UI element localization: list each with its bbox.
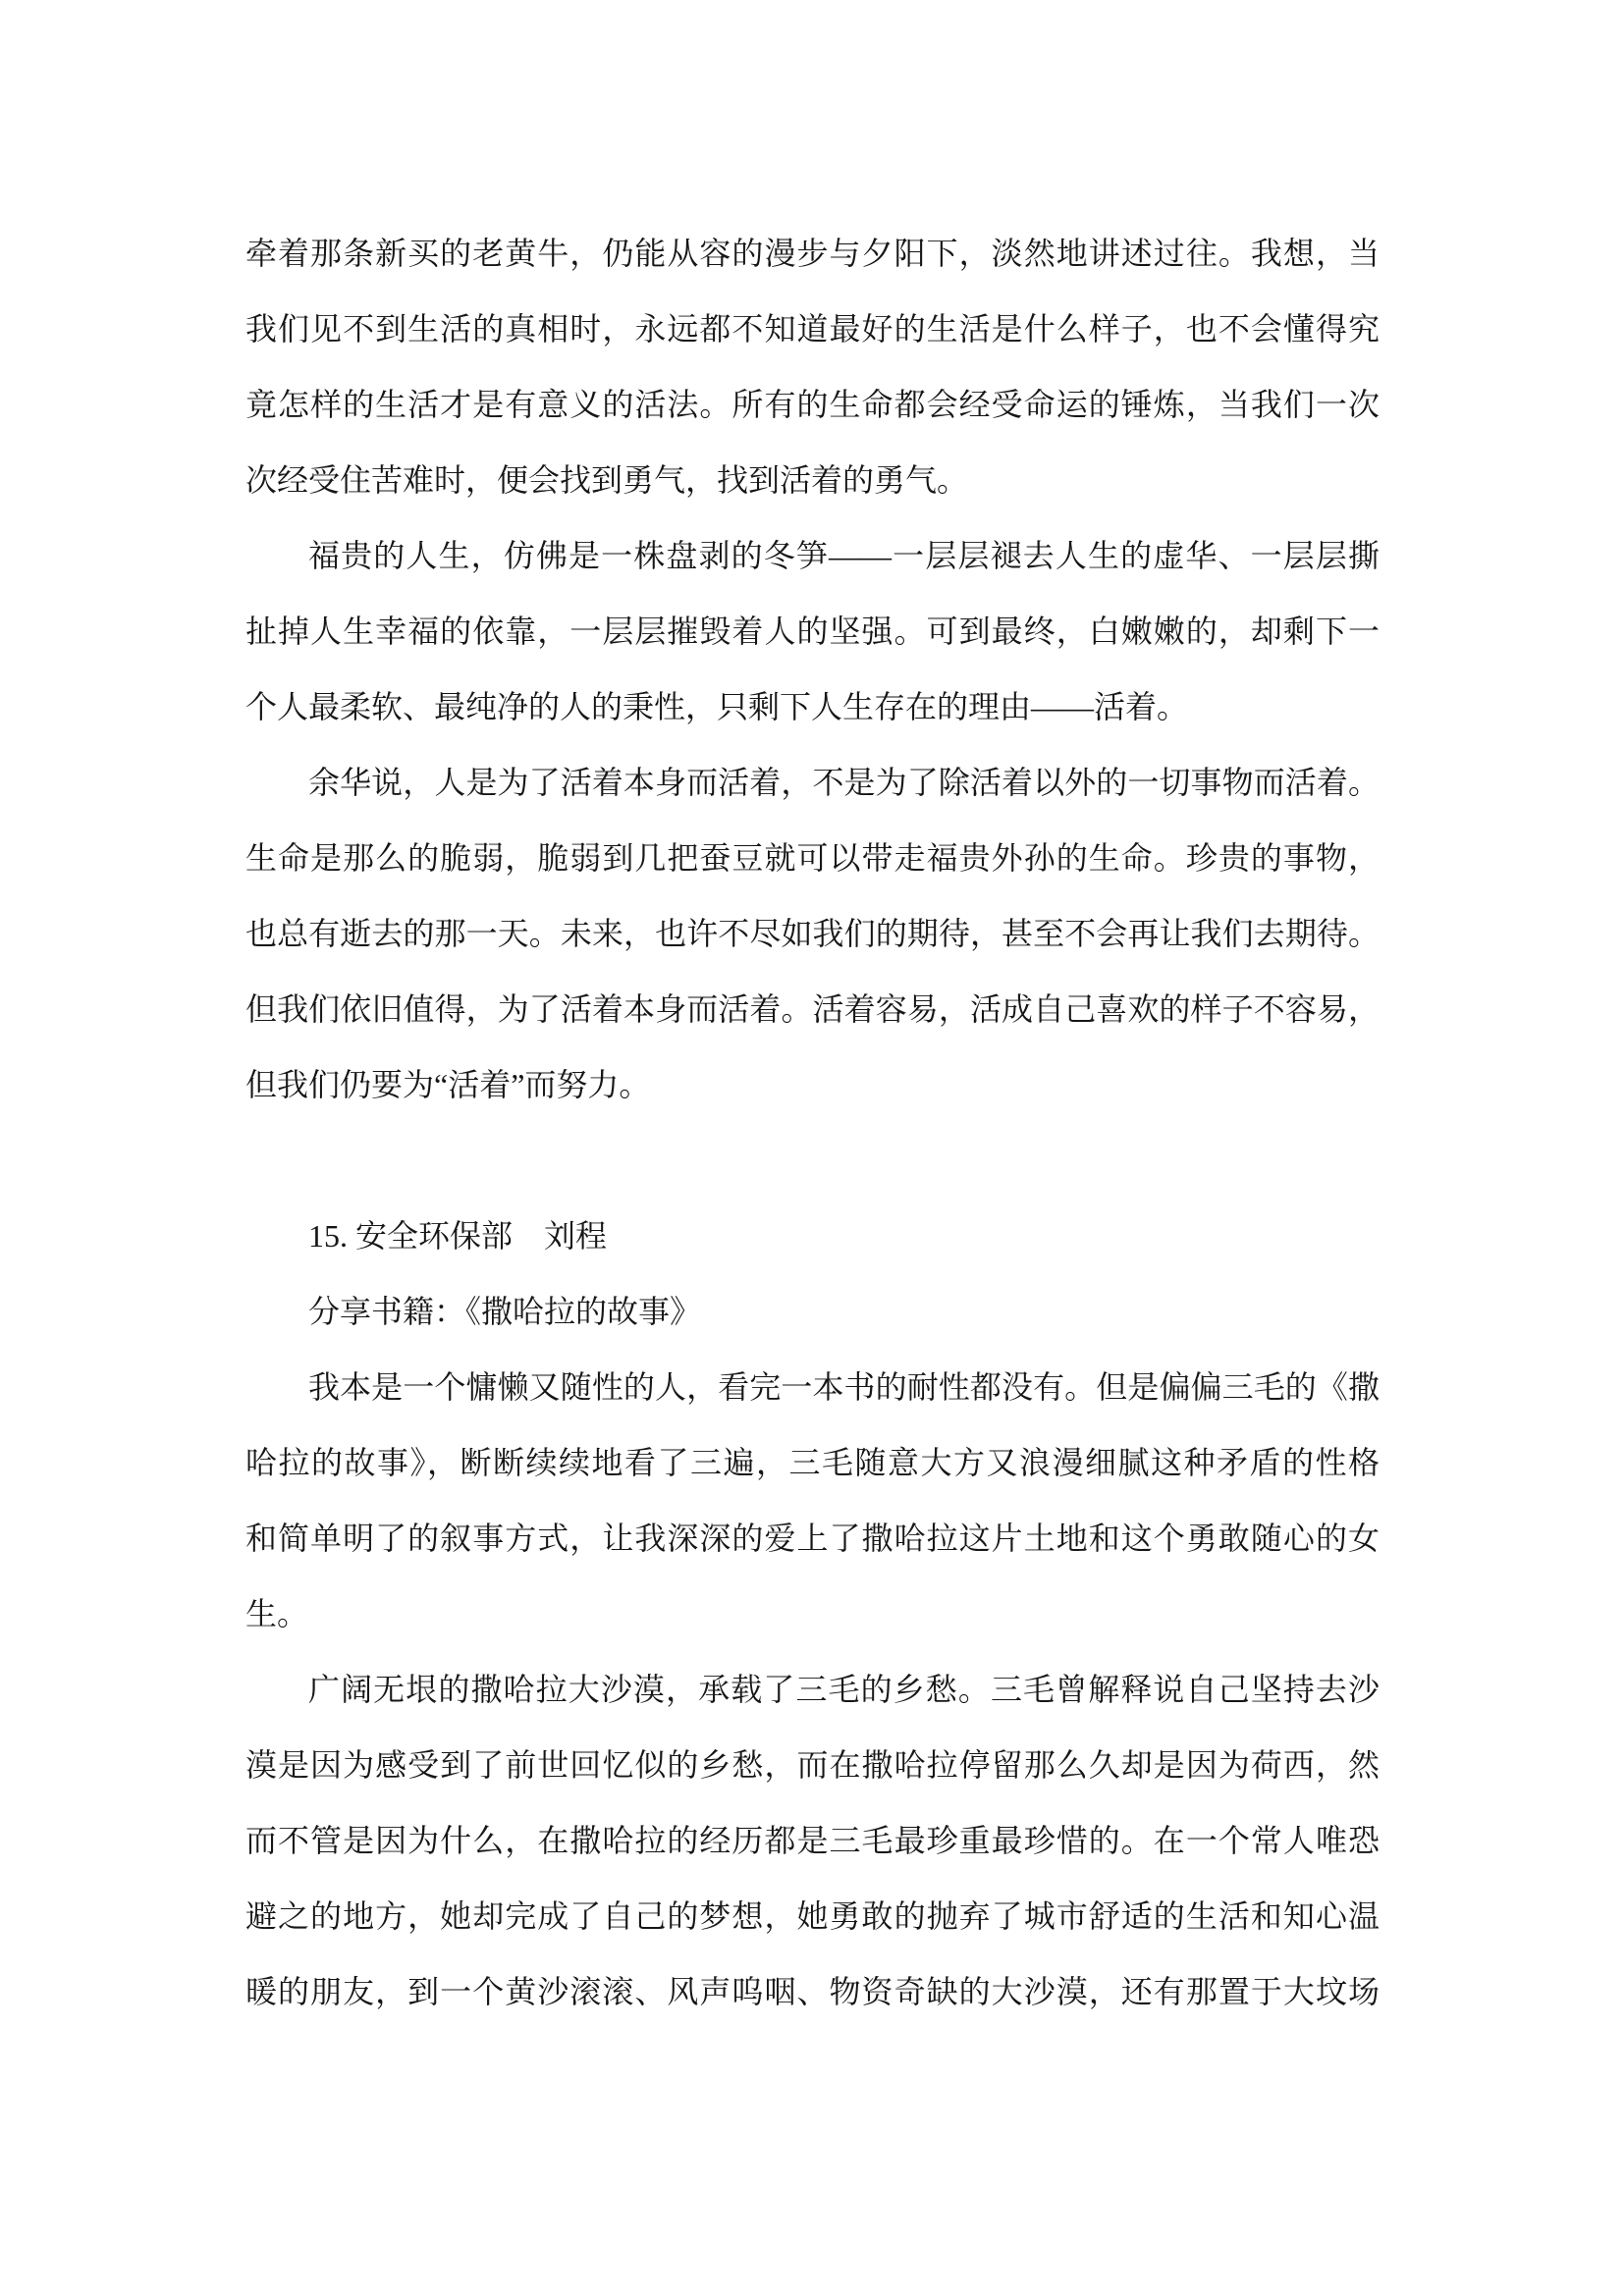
text-line: 我本是一个慵懒又随性的人，看完一本书的耐性都没有。但是偏偏三毛的《撒 bbox=[308, 1369, 1380, 1405]
text-line: 避之的地方，她却完成了自己的梦想，她勇敢的抛弃了城市舒适的生活和知心温 bbox=[245, 1898, 1380, 1934]
text-line: 漠是因为感受到了前世回忆似的乡愁，而在撒哈拉停留那么久却是因为荷西，然 bbox=[245, 1747, 1380, 1783]
text-line: 也总有逝去的那一天。未来，也许不尽如我们的期待，甚至不会再让我们去期待。 bbox=[245, 916, 1380, 951]
text-line: 扯掉人生幸福的依靠，一层层摧毁着人的坚强。可到最终，白嫩嫩的，却剩下一 bbox=[245, 614, 1380, 649]
text-line: 余华说，人是为了活着本身而活着，不是为了除活着以外的一切事物而活着。 bbox=[308, 765, 1380, 800]
blank-line bbox=[245, 1123, 1380, 1199]
text-line: 广阔无垠的撒哈拉大沙漠，承载了三毛的乡愁。三毛曾解释说自己坚持去沙 bbox=[308, 1672, 1380, 1707]
text-line: 生。 bbox=[245, 1596, 309, 1631]
text-line: 次经受住苦难时，便会找到勇气，找到活着的勇气。 bbox=[245, 462, 969, 498]
text-line: 哈拉的故事》，断断续续地看了三遍，三毛随意大方又浪漫细腻这种矛盾的性格 bbox=[245, 1445, 1380, 1480]
text-line: 暖的朋友，到一个黄沙滚滚、风声呜咽、物资奇缺的大沙漠，还有那置于大坟场 bbox=[245, 1974, 1380, 2009]
document-text-block bbox=[245, 216, 1380, 2030]
text-line: 我们见不到生活的真相时，永远都不知道最好的生活是什么样子，也不会懂得究 bbox=[245, 311, 1380, 347]
text-line: 和简单明了的叙事方式，让我深深的爱上了撒哈拉这片土地和这个勇敢随心的女 bbox=[245, 1521, 1380, 1556]
text-line: 15. 安全环保部 刘程 bbox=[308, 1218, 608, 1254]
text-line: 牵着那条新买的老黄牛，仍能从容的漫步与夕阳下，淡然地讲述过往。我想，当 bbox=[245, 236, 1380, 271]
text-line: 而不管是因为什么，在撒哈拉的经历都是三毛最珍重最珍惜的。在一个常人唯恐 bbox=[245, 1823, 1380, 1858]
text-line: 分享书籍：《撒哈拉的故事》 bbox=[308, 1294, 702, 1329]
text-line: 福贵的人生，仿佛是一株盘剥的冬笋——一层层褪去人生的虚华、一层层撕 bbox=[308, 538, 1380, 573]
text-line: 但我们依旧值得，为了活着本身而活着。活着容易，活成自己喜欢的样子不容易， bbox=[245, 991, 1380, 1027]
text-line: 个人最柔软、最纯净的人的秉性，只剩下人生存在的理由——活着。 bbox=[245, 689, 1189, 724]
text-line: 生命是那么的脆弱，脆弱到几把蚕豆就可以带走福贵外孙的生命。珍贵的事物， bbox=[245, 840, 1380, 876]
text-line: 但我们仍要为“活着”而努力。 bbox=[245, 1067, 651, 1102]
text-line: 竟怎样的生活才是有意义的活法。所有的生命都会经受命运的锤炼，当我们一次 bbox=[245, 387, 1380, 422]
